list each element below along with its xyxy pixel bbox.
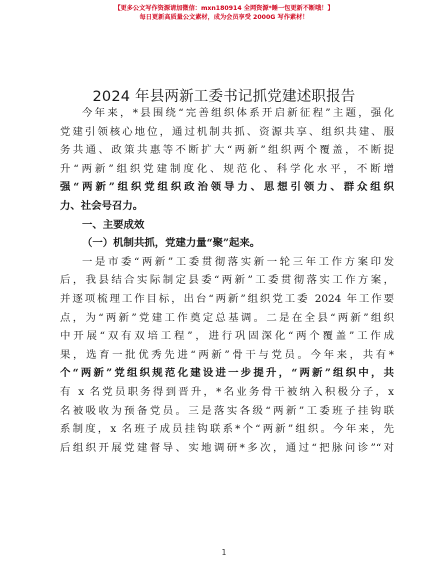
body-line: 升“两新”组织党建制度化、规范化、科学化水平，不断增 [60,162,394,175]
page-number: 1 [221,548,227,557]
body-line: 有 x 名党员职务得到晋升，*名业务骨干被纳入积极分子，x [60,385,394,398]
body-line: 今年来，*县围绕“完善组织体系开启新征程”主题，强化 [82,107,394,119]
body-line: 后组织开展党建督导、实地调研*多次，通过“把脉问诊”“对 [60,441,394,454]
body-line: 果，选育一批优秀先进“两新”骨干与党员。今年来，共有* [60,348,394,361]
promo-banner-line-1: 【更多公文写作资源请加微信：mxn180914 全网资源*睡一包更新不断哦！】 [114,5,334,12]
body-line: 党建引领核心地位，通过机制共抓、资源共享、组织共建、服 [60,125,394,138]
body-line: 名被吸收为预备党员。三是落实各级“两新”工委班子挂钩联 [60,404,394,417]
subsection-heading: （一）机制共抓，党建力量“聚”起来。 [82,237,261,250]
section-heading: 一、主要成效 [82,218,145,231]
document-title: 2024 年县两新工委书记抓党建述职报告 [92,89,356,105]
body-line: 并逐项梳理工作目标，出台“两新”组织党工委 2024 年工作要 [60,292,394,305]
body-line: 系制度，x 名班子成员挂钩联系*个“两新”组织。今年来，先 [60,423,394,436]
document-body [60,104,394,457]
body-line: 个“两新”党组织规范化建设进一步提升，“两新”组织中，共 [60,367,394,380]
body-line: 力、社会号召力。 [60,199,144,212]
body-line: 务共通、政策共惠等不断扩大“两新”组织两个覆盖，不断提 [60,144,394,157]
promo-banner [0,4,448,22]
body-line: 一是市委“两新”工委贯彻落实新一轮三年工作方案印发 [82,255,394,268]
promo-banner-line-2: 每日更新高质量公文素材，成为会员享受 2000G 写作素材！ [139,14,309,21]
body-line: 中开展“双有双培工程”，进行巩固深化“两个覆盖”工作成 [60,330,394,343]
body-line: 点，为“两新”党建工作奠定总基调。二是在全县“两新”组织 [60,311,394,324]
body-line: 强“两新”组织党组织政治领导力、思想引领力、群众组织 [60,181,394,194]
body-line: 后，我县结合实际制定县委“两新”工委贯彻落实工作方案， [60,274,394,287]
